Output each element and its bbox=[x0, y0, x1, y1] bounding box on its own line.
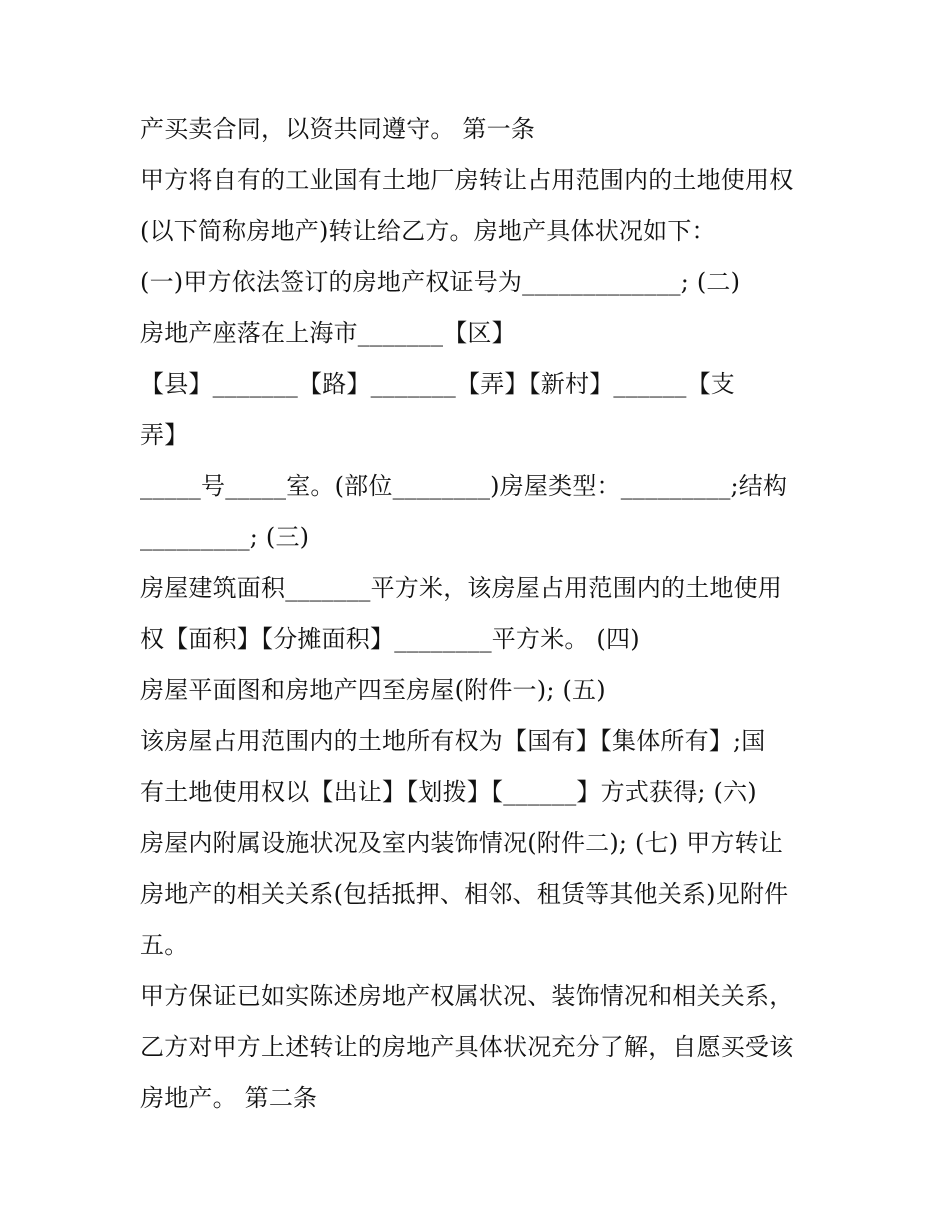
text-line: _________; (三) bbox=[140, 523, 310, 551]
text-line: 权【面积】【分摊面积】________平方米。 (四) bbox=[140, 625, 640, 653]
text-line: 房地产的相关关系(包括抵押、相邻、租赁等其他关系)见附件 bbox=[140, 880, 789, 908]
text-line: 弄】 bbox=[140, 421, 189, 449]
text-line: 甲方保证已如实陈述房地产权属状况、装饰情况和相关关系， bbox=[140, 982, 794, 1010]
text-line: (一)甲方依法签订的房地产权证号为_____________; (二) bbox=[140, 268, 741, 296]
text-line: 五。 bbox=[140, 931, 189, 959]
text-line: 房屋内附属设施状况及室内装饰情况(附件二); (七) 甲方转让 bbox=[140, 829, 783, 857]
text-line: 【县】_______【路】_______【弄】【新村】______【支 bbox=[140, 370, 735, 398]
text-line: (以下简称房地产)转让给乙方。房地产具体状况如下： bbox=[140, 217, 716, 245]
text-line: 甲方将自有的工业国有土地厂房转让占用范围内的土地使用权 bbox=[140, 166, 794, 194]
document-body bbox=[140, 104, 820, 1124]
text-line: 房地产。 第二条 bbox=[140, 1084, 318, 1112]
text-line: 房地产座落在上海市_______【区】 bbox=[140, 319, 516, 347]
text-line: _____号_____室。(部位________)房屋类型：_________;结构 bbox=[140, 472, 788, 500]
text-line: 房屋建筑面积_______平方米，该房屋占用范围内的土地使用 bbox=[140, 574, 782, 602]
text-line: 该房屋占用范围内的土地所有权为【国有】【集体所有】;国 bbox=[140, 727, 766, 755]
text-line: 有土地使用权以【出让】【划拨】【______】方式获得; (六) bbox=[140, 778, 757, 806]
text-line: 产买卖合同，以资共同遵守。 第一条 bbox=[140, 115, 536, 143]
text-line: 乙方对甲方上述转让的房地产具体状况充分了解，自愿买受该 bbox=[140, 1033, 794, 1061]
text-line: 房屋平面图和房地产四至房屋(附件一); (五) bbox=[140, 676, 606, 704]
